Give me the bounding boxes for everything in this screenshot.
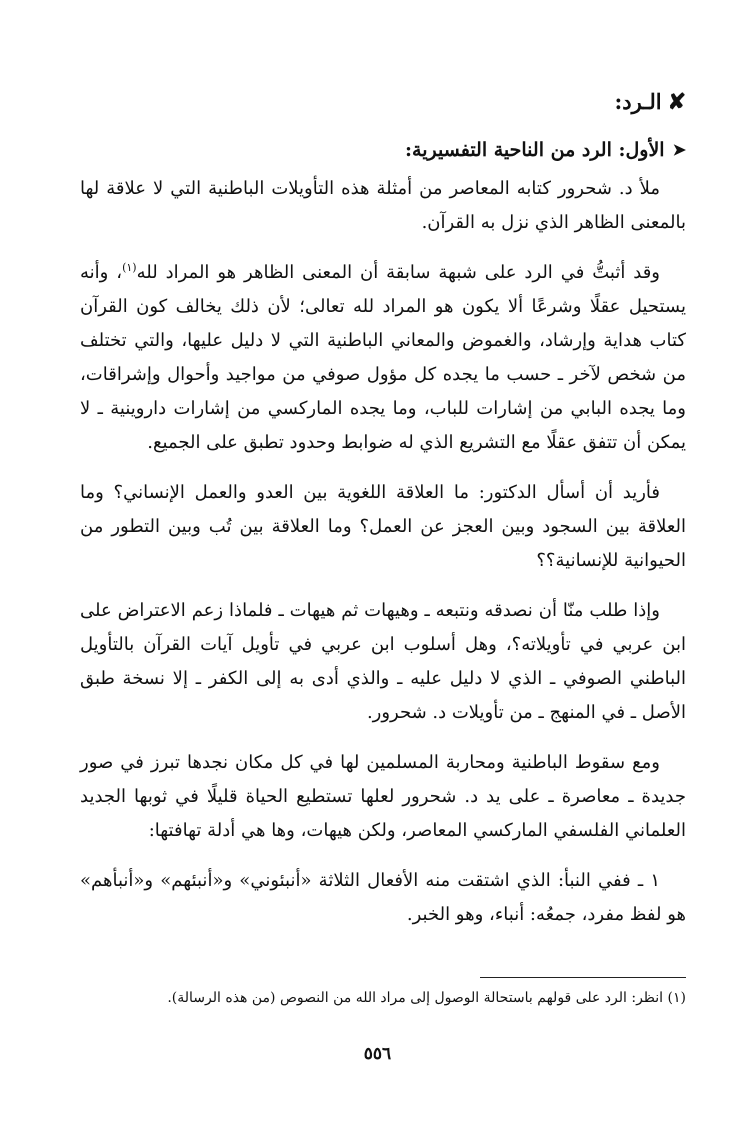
paragraph-2: وقد أثبتُّ في الرد على شبهة سابقة أن المعنى الظاهر هو المراد لله$^{(١)}$، وأنه يستحيل عقلًا وشرعًا ألا يكون هو المراد لله تعالى؛ لأن ذلك يخالف كون القرآن كتاب هداية وإرشاد، والغموض والمعاني الباطنية التي لا دليل عليها، والتي تختلف من شخص لآخر ـ حسب ما يجده كل مؤول صوفي من مواجيد وأحوال وإشراقات، وما يجده البابي من إشارات للباب، وما يجده الماركسي من إشارات داروينية ـ لا يمكن أن تتفق عقلًا مع التشريع الذي له ضوابط وحدود تطبق على الجميع. [80, 261, 686, 453]
page-content [80, 82, 686, 948]
arrow-marker-icon: ➤ [672, 140, 686, 159]
cross-marker-icon: ✘ [667, 89, 686, 115]
paragraph-4: وإذا طلب منّا أن نصدقه ونتبعه ـ وهيهات ثم هيهات ـ فلماذا زعم الاعتراض على ابن عربي في تأويلاته؟، وهل أسلوب ابن عربي في تأويل آيات القرآن بالتأويل الباطني الصوفي ـ الذي لا دليل عليه ـ والذي أدى به إلى الكفر ـ إلا نسخة طبق الأصل ـ في المنهج ـ من تأويلات د. شحرور. [80, 600, 686, 723]
subsection-heading-text: الأول: الرد من الناحية التفسيرية: [405, 139, 665, 161]
paragraph-2-lead: وقد أثبتُّ في الرد على شبهة سابقة أن المعنى الظاهر هو المراد لله [136, 262, 661, 283]
footnote-reference[interactable]: (١) [122, 261, 137, 274]
page-number: ٥٥٦ [363, 1044, 392, 1064]
section-heading-text: الـرد: [614, 89, 662, 114]
paragraph-6: ١ ـ ففي النبأ: الذي اشتقت منه الأفعال الثلاثة «أنبئوني» و«أنبئهم» و«أنبأهم» هو لفظ مفرد، جمعُه: أنباء، وهو الخبر. [80, 870, 686, 925]
paragraph-5: ومع سقوط الباطنية ومحاربة المسلمين لها في كل مكان نجدها تبرز في صور جديدة ـ معاصرة ـ على يد د. شحرور لعلها تستطيع الحياة قليلًا في ثوبها الجديد العلماني الفلسفي الماركسي المعاصر، ولكن هيهات، وها هي أدلة تهافتها: [80, 752, 686, 841]
footnote-text: انظر: الرد على قولهم باستحالة الوصول إلى مراد الله من النصوص (من هذه الرسالة). [167, 990, 664, 1006]
paragraph-1: ملأ د. شحرور كتابه المعاصر من أمثلة هذه التأويلات الباطنية التي لا علاقة لها بالمعنى الظاهر الذي نزل به القرآن. [80, 178, 686, 233]
footnote [80, 986, 686, 1010]
subsection-heading [80, 130, 686, 170]
footnote-divider [480, 977, 686, 978]
section-heading [80, 82, 686, 122]
paragraph-2-body: وأنه يستحيل عقلًا وشرعًا ألا يكون هو المراد لله تعالى؛ لأن ذلك يخالف كون القرآن كتاب هداية وإرشاد، والغموض والمعاني الباطنية التي لا دليل عليها، والتي تختلف من شخص لآخر ـ حسب ما يجده كل مؤول صوفي من مواجيد وأحوال وإشراقات، وما يجده البابي من إشارات للباب، وما يجده الماركسي من إشارات داروينية ـ لا يمكن أن تتفق عقلًا مع التشريع الذي له ضوابط وحدود تطبق على الجميع. [80, 262, 686, 453]
footnote-number: (١) [667, 990, 686, 1006]
paragraph-3: فأريد أن أسأل الدكتور: ما العلاقة اللغوية بين العدو والعمل الإنساني؟ وما العلاقة بين السجود وبين العجز عن العمل؟ وما العلاقة بين تُب وبين التطور من الحيوانية للإنسانية؟؟ [80, 482, 686, 571]
